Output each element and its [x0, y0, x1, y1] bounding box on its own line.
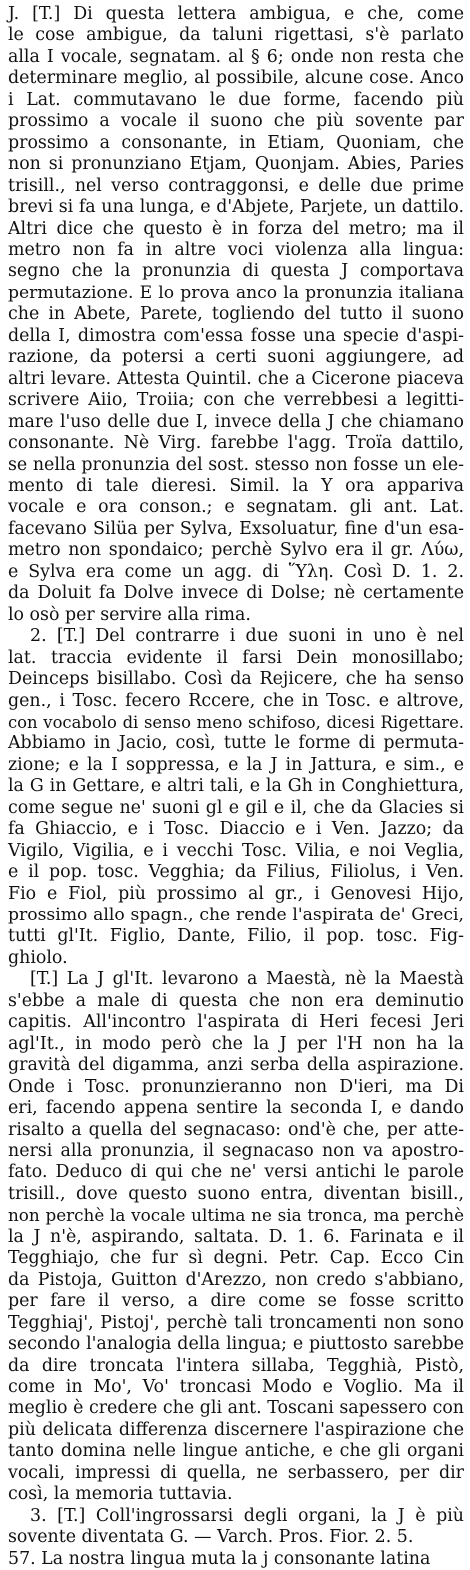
- text-line: con vocabolo di senso meno schifoso, dicesi Rigettare.: [8, 712, 464, 732]
- text-line: se nella pronunzia del sost. stesso non fosse un ele-: [8, 454, 464, 475]
- text-line: facevano Silüa per Sylva, Exsoluatur, fine d'un esa-: [8, 518, 464, 539]
- text-line: la J n'è, aspirando, saltata. D. 1. 6. Farinata e il: [8, 1226, 464, 1247]
- text-line: non si pronunziano Etjam, Quonjam. Abies, Paries: [8, 154, 464, 175]
- paragraph: [8, 1506, 464, 1549]
- paragraph: [8, 4, 464, 626]
- text-line: Onde i Tosc. pronunzieranno non D'ieri, ma Di: [8, 1076, 464, 1097]
- text-line: più delicata differenza discernere l'aspirazione che: [8, 1419, 464, 1440]
- text-line: fato. Deduco di qui che ne' versi antichi le parole: [8, 1162, 464, 1183]
- text-line: Abbiamo in Jacio, così, tutte le forme di permuta-: [8, 733, 464, 754]
- text-line: della I, dimostra com'essa fosse una specie d'aspi-: [8, 325, 464, 346]
- text-line: da dire troncata l'intera sillaba, Tegghià, Pistò,: [8, 1355, 464, 1376]
- text-line: meglio è credere che gli ant. Toscani sapessero con: [8, 1398, 464, 1419]
- text-line: trisill., nel verso contraggonsi, e delle due prime: [8, 175, 464, 196]
- text-line: Tegghiaj', Pistoj', perchè tali troncamenti non sono: [8, 1312, 464, 1333]
- text-line: nersi alla pronunzia, il segnacaso non va apostro-: [8, 1141, 464, 1162]
- text-line: come in Mo', Vo' troncasi Modo e Voglio. Ma il: [8, 1377, 464, 1397]
- text-line: tanto domina nelle lingue antiche, e che gli organi: [8, 1441, 464, 1462]
- text-line: 2. [T.] Del contrarre i due suoni in uno è nel: [30, 626, 464, 647]
- text-line: vocali, impressi di quella, ne serbassero, per dir: [8, 1462, 464, 1483]
- text-line: le cose ambigue, da taluni rigettasi, s'è parlato: [8, 25, 464, 46]
- text-line: s'ebbe a male di questa che non era deminutio: [8, 990, 464, 1011]
- text-line: segno che la pronunzia di questa J comportava: [8, 261, 464, 282]
- text-line: [T.] La J gl'It. levarono a Maestà, nè la Maestà: [30, 969, 464, 990]
- text-line: metro non fa in altre voci violenza alla lingua:: [8, 239, 464, 260]
- text-line: i Lat. commutavano le due forme, facendo più: [8, 89, 464, 110]
- text-line: sovente diventata G. — Varch. Pros. Fior. 2. 5.: [8, 1527, 414, 1548]
- text-line: gen., i Tosc. fecero Rccere, che in Tosc. e altrove,: [8, 690, 464, 711]
- text-line: risalto a quella del segnacaso: ond'è che, per atte-: [8, 1119, 464, 1140]
- text-line: alla I vocale, segnatam. al § 6; onde non resta che: [8, 46, 464, 67]
- text-line: 3. [T.] Coll'ingrossarsi degli organi, la J è più: [30, 1505, 464, 1526]
- text-line: trisill., dove questo suono entra, diventan bisill.,: [8, 1183, 464, 1204]
- text-line: ghiolo.: [8, 947, 68, 968]
- text-line: Fio e Fiol, più prossimo al gr., i Genovesi Hijo,: [8, 883, 464, 904]
- text-line: secondo l'analogia della lingua; e piuttosto sarebbe: [8, 1334, 464, 1355]
- text-line: Deinceps bisillabo. Così da Rejicere, che ha senso: [8, 669, 464, 690]
- text-line: così, la memoria tuttavia.: [8, 1484, 233, 1505]
- text-line: consonante. Nè Virg. farebbe l'agg. Troïa dattilo,: [8, 433, 464, 454]
- text-line: la G in Gettare, e altri tali, e la Gh in Conghiettura,: [8, 776, 464, 797]
- text-line: per fare il verso, a dire come se fosse scritto: [8, 1291, 464, 1312]
- text-line: capitis. All'incontro l'aspirata di Heri fecesi Jeri: [8, 1012, 464, 1033]
- text-line: mento di tale dieresi. Simil. la Y ora appariva: [8, 475, 464, 496]
- text-line: prossimo allo spagn., che rende l'aspirata de' Greci,: [8, 905, 464, 926]
- text-line: eri, facendo appena sentire la seconda I, e dando: [8, 1098, 464, 1119]
- text-line: scrivere Aiio, Troiia; con che verrebbesi a legitti-: [8, 390, 464, 411]
- text-line: determinare meglio, al possibile, alcune cose. Anco: [8, 68, 464, 89]
- text-line: non perchè la vocale ultima ne sia tronca, ma perchè: [8, 1205, 464, 1226]
- text-line: prossimo a consonante, in Etiam, Quoniam, che: [8, 132, 464, 153]
- text-line: Tegghiajo, che fur sì degni. Petr. Cap. Ecco Cin: [8, 1248, 464, 1269]
- text-line: Vigilo, Vigilia, e i vecchi Tosc. Vilia, e noi Veglia,: [8, 840, 464, 861]
- text-line: metro non spondaico; perchè Sylvo era il gr. Λύω,: [8, 540, 464, 561]
- text-line: e il pop. tosc. Vegghia; da Filius, Filiolus, i Ven.: [8, 862, 464, 883]
- text-line: mare l'uso delle due I, invece della J che chiamano: [8, 411, 464, 432]
- text-line: permutazione. E lo prova anco la pronunzia italiana: [8, 282, 464, 303]
- paragraph: [8, 626, 464, 969]
- text-line: zione; e la I soppressa, e la J in Jattura, e sim., e: [8, 754, 464, 775]
- text-line: vocale e ora conson.; e segnatam. gli ant. Lat.: [8, 497, 464, 518]
- text-line: fa Ghiaccio, e i Tosc. Diaccio e i Ven. Jazzo; da: [8, 819, 464, 840]
- paragraph: [8, 969, 464, 1505]
- text-line: brevi si fa una lunga, e d'Abjete, Parjete, un dattilo.: [8, 197, 464, 218]
- paragraph: [8, 1549, 464, 1570]
- text-line: lo osò per servire alla rima.: [8, 604, 251, 625]
- text-line: razione, da potersi a certi suoni aggiungere, ad: [8, 347, 464, 368]
- text-line: lat. traccia evidente il farsi Dein monosillabo;: [8, 647, 464, 668]
- text-line: 57. La nostra lingua muta la j consonante latina: [8, 1548, 431, 1569]
- text-line: prossimo a vocale il suono che più sovente par: [8, 111, 464, 132]
- text-line: che in Abete, Parete, togliendo del tutto il suono: [8, 304, 464, 325]
- text-line: come segue ne' suoni gl e gil e il, che da Glacies si: [8, 797, 464, 818]
- text-line: e Sylva era come un agg. di Ὕλη. Così D. 1. 2.: [8, 561, 464, 582]
- text-line: altri levare. Attesta Quintil. che a Cicerone piaceva: [8, 368, 464, 389]
- text-line: da Pistoja, Guitton d'Arezzo, non credo s'abbiano,: [8, 1269, 464, 1290]
- text-line: tutti gl'It. Figlio, Dante, Filio, il pop. tosc. Fig-: [8, 926, 464, 947]
- text-line: gravità del digamma, anzi serba della aspirazione.: [8, 1055, 464, 1076]
- text-line: agl'It., in modo però che la J per l'H non ha la: [8, 1033, 464, 1054]
- text-line: da Doluit fa Dolve invece di Dolse; nè certamente: [8, 583, 464, 604]
- text-line: J. [T.] Di questa lettera ambigua, e che, come: [8, 4, 464, 24]
- text-line: Altri dice che questo è in forza del metro; ma il: [8, 218, 464, 239]
